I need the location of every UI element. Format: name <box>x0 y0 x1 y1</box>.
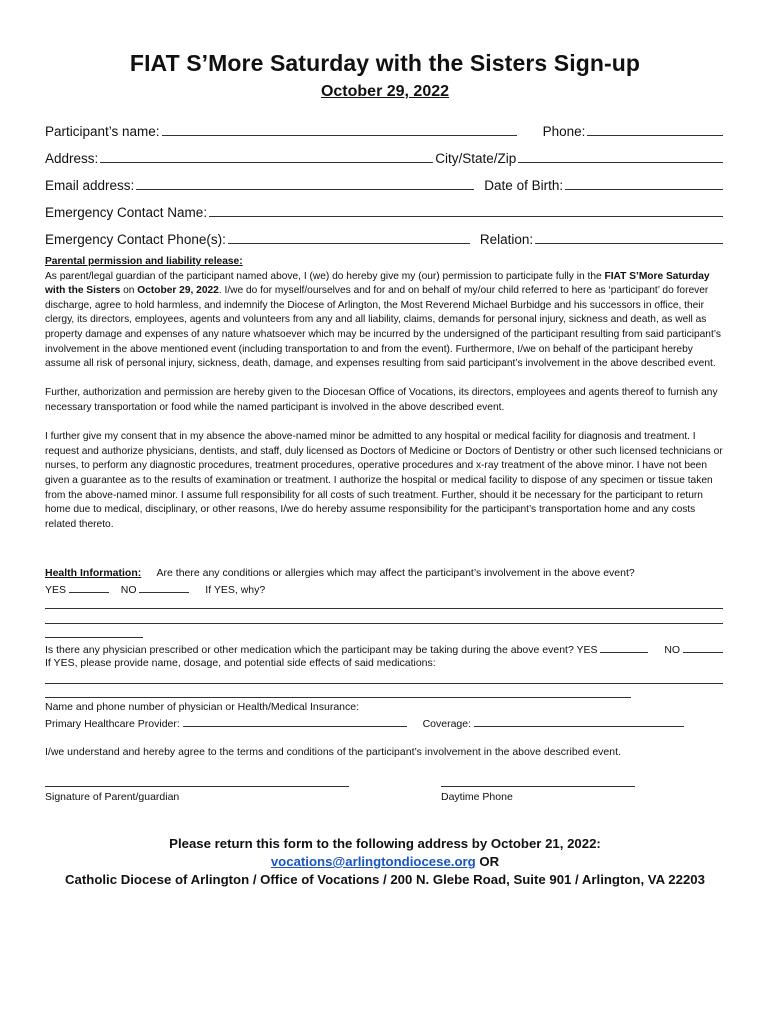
medication-line-1[interactable] <box>45 683 723 684</box>
emergency-phone-field[interactable] <box>228 230 470 244</box>
emergency-name-label: Emergency Contact Name: <box>45 205 208 220</box>
permission-paragraph-1 <box>45 270 723 372</box>
health-yes-no-row <box>45 582 265 596</box>
p1-text-a: As parent/legal guardian of the participant named above, I (we) do hereby give my (our) permission to participate fully in the <box>45 270 605 282</box>
health-yes-field[interactable] <box>69 582 109 593</box>
form-title: FIAT S’More Saturday with the Sisters Sign-up <box>129 50 641 76</box>
emergency-name-row <box>45 203 725 220</box>
health-if-yes-label: If YES, why? <box>205 584 266 596</box>
provider-field[interactable] <box>183 716 407 727</box>
medication-no-label: NO <box>664 644 681 656</box>
health-why-line-3[interactable] <box>45 637 143 638</box>
or-text: OR <box>475 854 500 869</box>
p1-event-date: October 29, 2022 <box>137 285 219 297</box>
p1-text-b: on <box>120 285 138 297</box>
p1-text-c: . I/we do for myself/ourselves and for and on behalf of my/our child referred to here as ‘participant’ do forever discharge, agree to hold harmless, and indemnify the Diocese of Arlington, the Most Reverend Michael Burbidge and his successors in office, their clergy, its directors, employees, agents and volunteers from any and all liability, claims, demands for personal injury, sickness and death, as well as property damage and expenses of any nature whatsoever which may be incurred by the undersigned of the participant resulting from said participant’s involvement in the above mentioned event (including transportation to and from the event). Furthermore, I/we on behalf of the participant hereby assume all risk of personal injury, sickness, death, damage, and expenses resulting from said participant’s involvement in the above described event. <box>45 285 721 370</box>
parent-signature-field[interactable] <box>45 786 349 787</box>
medication-if-yes-label: If YES, please provide name, dosage, and potential side effects of said medications: <box>45 657 436 669</box>
medication-yes-field[interactable] <box>600 642 648 653</box>
phone-label: Phone: <box>542 124 586 139</box>
permission-paragraph-2: Further, authorization and permission are hereby given to the Diocesan Office of Vocations, its directors, employees and agents thereof to furnish any necessary transportation or food while the named participant is involved in the above described event. <box>45 387 718 413</box>
health-question: Are there any conditions or allergies which may affect the participant’s involvement in the above event? <box>156 567 635 579</box>
physician-label-row <box>45 701 359 713</box>
vocations-email-link[interactable]: vocations@arlingtondiocese.org <box>270 854 476 869</box>
dob-field[interactable] <box>565 176 723 190</box>
participant-row <box>45 122 725 139</box>
address-field[interactable] <box>100 149 433 163</box>
address-row <box>45 149 725 166</box>
emergency-name-field[interactable] <box>209 203 723 217</box>
medication-no-field[interactable] <box>683 642 723 653</box>
address-label: Address: <box>45 151 99 166</box>
emergency-phone-row <box>45 230 725 247</box>
participant-name-field[interactable] <box>162 122 517 136</box>
health-no-field[interactable] <box>139 582 189 593</box>
emergency-phone-label: Emergency Contact Phone(s): <box>45 232 226 247</box>
participant-name-label: Participant’s name: <box>45 124 160 139</box>
p1-event-name: FIAT S’More Saturday with the Sisters <box>45 270 710 297</box>
medication-if-yes-row <box>45 657 436 669</box>
health-why-line-1[interactable] <box>45 608 723 609</box>
provider-row <box>45 716 684 730</box>
email-field[interactable] <box>136 176 474 190</box>
provider-label: Primary Healthcare Provider: <box>45 718 180 730</box>
return-email-row <box>0 854 770 869</box>
relation-field[interactable] <box>535 230 723 244</box>
city-state-zip-field[interactable] <box>518 149 723 163</box>
parent-signature-label: Signature of Parent/guardian <box>45 791 180 803</box>
coverage-label: Coverage: <box>422 718 472 730</box>
physician-label: Name and phone number of physician or Health/Medical Insurance: <box>45 701 360 713</box>
agreement-row <box>45 746 621 758</box>
coverage-field[interactable] <box>474 716 684 727</box>
agreement-text: I/we understand and hereby agree to the terms and conditions of the participant’s involvement in the above described event. <box>45 746 621 758</box>
health-yes-label: YES <box>45 584 67 596</box>
return-instructions: Please return this form to the following address by October 21, 2022: <box>169 836 601 851</box>
medication-line-2[interactable] <box>45 697 631 698</box>
daytime-phone-label: Daytime Phone <box>441 791 513 803</box>
permission-heading: Parental permission and liability release: <box>45 256 243 267</box>
health-why-line-2[interactable] <box>45 623 723 624</box>
health-heading: Health Information: <box>45 567 142 579</box>
health-no-label: NO <box>120 584 137 596</box>
relation-label: Relation: <box>479 232 534 247</box>
email-row <box>45 176 725 193</box>
permission-section <box>45 255 723 532</box>
daytime-phone-field[interactable] <box>441 786 635 787</box>
city-state-zip-label: City/State/Zip <box>435 151 517 166</box>
event-date: October 29, 2022 <box>320 83 450 100</box>
return-address: Catholic Diocese of Arlington / Office of Vocations / 200 N. Glebe Road, Suite 901 / Arlington, VA 22203 <box>65 872 705 887</box>
health-heading-row <box>45 567 635 579</box>
medication-question: Is there any physician prescribed or other medication which the participant may be taking during the above event? YES <box>45 644 598 656</box>
dob-label: Date of Birth: <box>484 178 564 193</box>
permission-paragraph-3: I further give my consent that in my absence the above-named minor be admitted to any hospital or medical facility for diagnosis and treatment. I request and authorize physicians, dentists, and staff, duly licensed as Doctors of Medicine or Doctors of Dentistry or other such licensed technicians or nurses, to perform any diagnostic procedures, treatment procedures, operative procedures and x-ray treatment of the above minor. I have not been given a guarantee as to the results of examination or treatment. I authorize the hospital or medical facility to dispose of any specimen or tissue taken from the above-named minor. I assume full responsibility for all costs of such treatment. Further, should it be necessary for the participant to return home due to medical, disciplinary, or other reasons, I/we do hereby assume responsibility for the participant’s transportation home and any costs related thereto. <box>45 431 723 530</box>
medication-row <box>45 642 723 656</box>
email-label: Email address: <box>45 178 135 193</box>
phone-field[interactable] <box>587 122 723 136</box>
